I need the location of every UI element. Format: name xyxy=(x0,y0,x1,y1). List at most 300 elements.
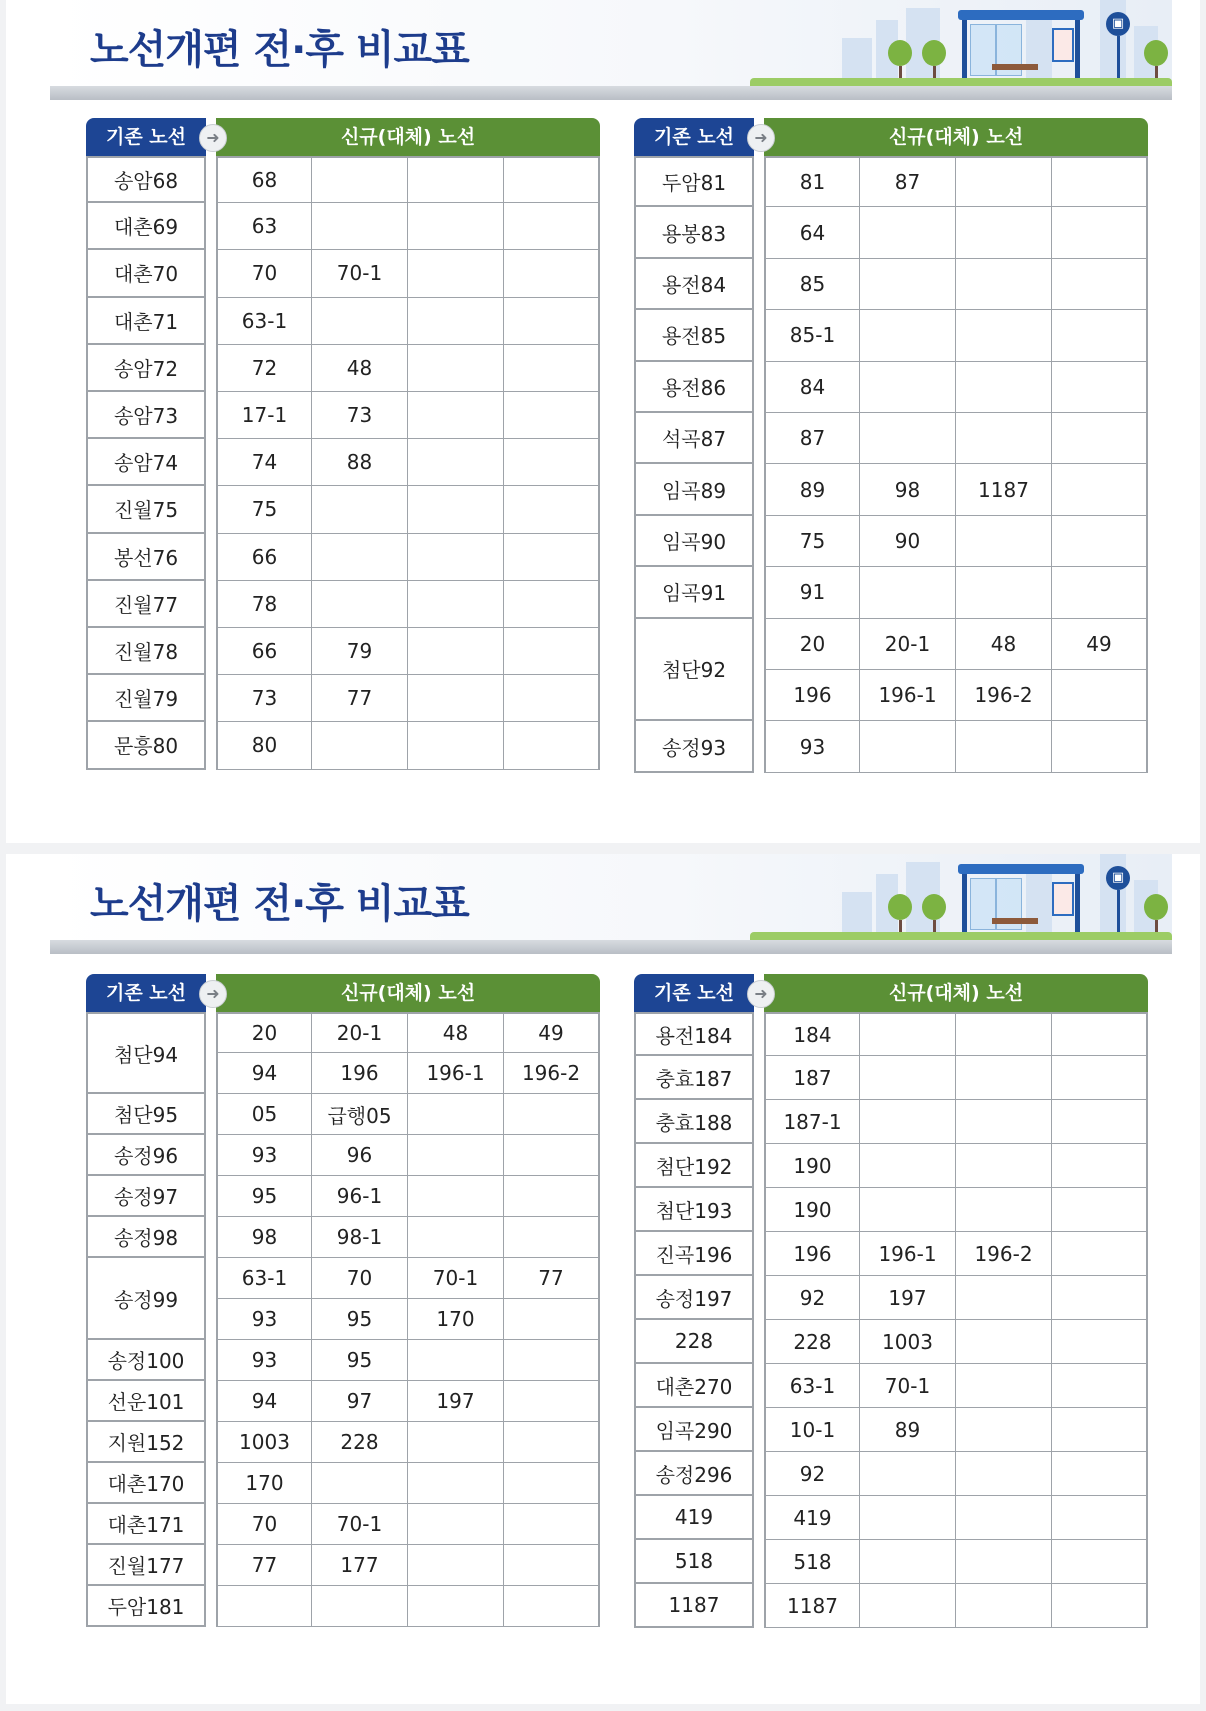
table-row xyxy=(86,675,600,722)
new-route-cell: 84 xyxy=(764,362,860,413)
new-route-line xyxy=(216,203,600,250)
new-route-cell: 88 xyxy=(312,439,408,486)
new-route-cell: 75 xyxy=(216,486,312,533)
table-row xyxy=(86,1094,600,1135)
new-route-group xyxy=(216,722,600,769)
new-route-line xyxy=(764,1188,1148,1232)
header-new-route: 신규(대체) 노선 xyxy=(764,974,1148,1012)
new-route-group xyxy=(764,1012,1148,1056)
new-route-cell: 66 xyxy=(216,628,312,675)
existing-route-cell: 송암74 xyxy=(86,439,206,486)
new-route-cell: 92 xyxy=(764,1276,860,1320)
new-route-cell xyxy=(1052,1012,1148,1056)
new-route-cell xyxy=(312,534,408,581)
new-route-group xyxy=(764,207,1148,258)
new-route-cell xyxy=(216,1586,312,1627)
new-route-cell: 85-1 xyxy=(764,310,860,361)
new-route-cell: 196-1 xyxy=(408,1053,504,1094)
new-route-cell: 196 xyxy=(312,1053,408,1094)
new-route-line xyxy=(764,1364,1148,1408)
new-route-group xyxy=(216,1504,600,1545)
new-route-cell: 518 xyxy=(764,1540,860,1584)
new-route-cell xyxy=(1052,1188,1148,1232)
new-route-cell: 1187 xyxy=(764,1584,860,1628)
new-route-group xyxy=(216,1258,600,1340)
new-route-cell xyxy=(408,486,504,533)
new-route-line xyxy=(216,1299,600,1340)
header-existing-route: 기존 노선 xyxy=(86,974,206,1012)
new-route-cell xyxy=(1052,1452,1148,1496)
table-row xyxy=(86,345,600,392)
existing-route-cell: 진곡196 xyxy=(634,1232,754,1276)
new-route-cell: 1003 xyxy=(216,1422,312,1463)
new-route-cell: 63 xyxy=(216,203,312,250)
page-title: 노선개편 전·후 비교표 xyxy=(90,27,469,73)
existing-route-cell: 송정296 xyxy=(634,1452,754,1496)
table-row xyxy=(634,1540,1148,1584)
new-route-cell: 1003 xyxy=(860,1320,956,1364)
new-route-cell: 177 xyxy=(312,1545,408,1586)
existing-route-cell: 용전86 xyxy=(634,362,754,413)
table-row xyxy=(634,516,1148,567)
tree-icon xyxy=(888,894,912,932)
new-route-group xyxy=(764,1056,1148,1100)
table-row xyxy=(634,1320,1148,1364)
new-route-cell: 196-1 xyxy=(860,670,956,721)
new-route-cell: 64 xyxy=(764,207,860,258)
title-banner xyxy=(50,0,1172,100)
new-route-cell: 81 xyxy=(764,156,860,207)
new-route-cell: 170 xyxy=(408,1299,504,1340)
tree-icon xyxy=(922,894,946,932)
new-route-line xyxy=(216,1176,600,1217)
new-route-line xyxy=(216,675,600,722)
new-route-group xyxy=(764,619,1148,722)
new-route-group xyxy=(764,1144,1148,1188)
new-route-line xyxy=(216,534,600,581)
new-route-cell: 93 xyxy=(216,1340,312,1381)
new-route-cell xyxy=(504,203,600,250)
existing-route-cell: 용봉83 xyxy=(634,207,754,258)
new-route-group xyxy=(764,721,1148,772)
table-row xyxy=(634,362,1148,413)
new-route-line xyxy=(764,207,1148,258)
new-route-cell: 190 xyxy=(764,1188,860,1232)
new-route-cell xyxy=(504,1340,600,1381)
new-route-cell xyxy=(1052,721,1148,772)
new-route-line xyxy=(764,1232,1148,1276)
new-route-line xyxy=(764,1408,1148,1452)
arrow-right-circle-icon: ➜ xyxy=(199,980,227,1008)
new-route-cell xyxy=(860,1012,956,1056)
new-route-cell xyxy=(956,310,1052,361)
table-row xyxy=(86,1012,600,1094)
new-route-cell xyxy=(1052,1056,1148,1100)
new-route-line xyxy=(764,1100,1148,1144)
new-route-line xyxy=(764,619,1148,670)
new-route-group xyxy=(216,250,600,297)
existing-route-cell: 두암181 xyxy=(86,1586,206,1627)
new-route-cell: 63-1 xyxy=(216,1258,312,1299)
new-route-cell xyxy=(408,203,504,250)
new-route-cell xyxy=(1052,1408,1148,1452)
table-row xyxy=(634,1408,1148,1452)
new-route-cell xyxy=(1052,1144,1148,1188)
bus-shelter-icon xyxy=(958,864,1084,932)
new-route-cell: 93 xyxy=(764,721,860,772)
new-route-cell: 20-1 xyxy=(860,619,956,670)
new-route-cell: 70-1 xyxy=(312,1504,408,1545)
existing-route-cell: 용전85 xyxy=(634,310,754,361)
new-route-cell: 급행05 xyxy=(312,1094,408,1135)
new-route-group xyxy=(216,581,600,628)
new-route-cell xyxy=(312,722,408,769)
existing-route-cell: 대촌71 xyxy=(86,298,206,345)
table-row xyxy=(634,1012,1148,1056)
new-route-group xyxy=(764,567,1148,618)
new-route-group xyxy=(764,516,1148,567)
new-route-cell: 187 xyxy=(764,1056,860,1100)
comparison-panel xyxy=(6,854,1200,1704)
table-row xyxy=(634,567,1148,618)
existing-route-cell: 송정96 xyxy=(86,1135,206,1176)
table-row xyxy=(634,1584,1148,1628)
new-route-cell xyxy=(956,1584,1052,1628)
new-route-cell xyxy=(312,203,408,250)
new-route-cell xyxy=(860,1540,956,1584)
new-route-line xyxy=(764,721,1148,772)
new-route-group xyxy=(216,1545,600,1586)
new-route-line xyxy=(764,464,1148,515)
new-route-cell xyxy=(860,1496,956,1540)
arrow-right-circle-icon: ➜ xyxy=(747,980,775,1008)
new-route-line xyxy=(216,1381,600,1422)
title-banner xyxy=(50,854,1172,954)
new-route-cell xyxy=(504,1586,600,1627)
new-route-line xyxy=(764,1012,1148,1056)
new-route-cell xyxy=(504,1422,600,1463)
new-route-cell: 68 xyxy=(216,156,312,203)
new-route-group xyxy=(216,392,600,439)
new-route-cell: 20 xyxy=(764,619,860,670)
existing-route-cell: 송정99 xyxy=(86,1258,206,1340)
new-route-line xyxy=(764,1584,1148,1628)
new-route-line xyxy=(216,486,600,533)
new-route-cell: 91 xyxy=(764,567,860,618)
new-route-cell xyxy=(860,310,956,361)
existing-route-cell: 첨단95 xyxy=(86,1094,206,1135)
new-route-cell xyxy=(408,534,504,581)
existing-route-cell: 518 xyxy=(634,1540,754,1584)
table-row xyxy=(86,1217,600,1258)
table-row xyxy=(634,1188,1148,1232)
new-route-group xyxy=(764,1276,1148,1320)
existing-route-cell: 충효187 xyxy=(634,1056,754,1100)
new-route-cell xyxy=(956,567,1052,618)
header-existing-route: 기존 노선 xyxy=(86,118,206,156)
new-route-cell xyxy=(504,486,600,533)
new-route-group xyxy=(216,298,600,345)
new-route-cell xyxy=(408,581,504,628)
existing-route-cell: 송정93 xyxy=(634,721,754,772)
new-route-line xyxy=(764,1144,1148,1188)
new-route-cell: 95 xyxy=(312,1299,408,1340)
new-route-cell: 49 xyxy=(504,1012,600,1053)
new-route-line xyxy=(764,259,1148,310)
new-route-cell xyxy=(956,362,1052,413)
new-route-group xyxy=(216,203,600,250)
new-route-group xyxy=(216,1094,600,1135)
new-route-cell: 17-1 xyxy=(216,392,312,439)
new-route-cell: 85 xyxy=(764,259,860,310)
new-route-cell: 48 xyxy=(956,619,1052,670)
new-route-cell: 196 xyxy=(764,670,860,721)
new-route-cell xyxy=(312,581,408,628)
arrow-right-circle-icon: ➜ xyxy=(199,124,227,152)
existing-route-cell: 임곡90 xyxy=(634,516,754,567)
table-row xyxy=(634,156,1148,207)
new-route-cell xyxy=(1052,516,1148,567)
new-route-cell xyxy=(312,298,408,345)
new-route-group xyxy=(764,156,1148,207)
new-route-cell xyxy=(408,1094,504,1135)
new-route-cell: 196-1 xyxy=(860,1232,956,1276)
bus-stop-sign-icon: ▣ xyxy=(1106,12,1130,78)
new-route-cell: 196-2 xyxy=(504,1053,600,1094)
new-route-cell xyxy=(956,1496,1052,1540)
new-route-cell: 20 xyxy=(216,1012,312,1053)
existing-route-cell: 송정98 xyxy=(86,1217,206,1258)
table-row xyxy=(86,156,600,203)
existing-route-cell: 석곡87 xyxy=(634,413,754,464)
existing-route-cell: 충효188 xyxy=(634,1100,754,1144)
new-route-line xyxy=(216,1135,600,1176)
new-route-cell xyxy=(408,675,504,722)
new-route-cell xyxy=(860,362,956,413)
new-route-group xyxy=(216,156,600,203)
new-route-cell: 74 xyxy=(216,439,312,486)
new-route-cell xyxy=(408,1135,504,1176)
new-route-line xyxy=(216,156,600,203)
new-route-cell xyxy=(408,1586,504,1627)
new-route-group xyxy=(764,413,1148,464)
new-route-cell: 87 xyxy=(860,156,956,207)
new-route-cell: 92 xyxy=(764,1452,860,1496)
table-row xyxy=(86,439,600,486)
new-route-line xyxy=(764,413,1148,464)
existing-route-cell: 진월177 xyxy=(86,1545,206,1586)
new-route-cell xyxy=(504,1504,600,1545)
new-route-cell xyxy=(504,1176,600,1217)
table-row xyxy=(634,310,1148,361)
new-route-cell xyxy=(1052,567,1148,618)
existing-route-cell: 대촌69 xyxy=(86,203,206,250)
new-route-line xyxy=(216,250,600,297)
new-route-cell xyxy=(504,722,600,769)
existing-route-cell: 첨단192 xyxy=(634,1144,754,1188)
new-route-cell: 96 xyxy=(312,1135,408,1176)
existing-route-cell: 진월75 xyxy=(86,486,206,533)
new-route-cell xyxy=(956,1364,1052,1408)
new-route-cell: 80 xyxy=(216,722,312,769)
tree-icon xyxy=(922,40,946,78)
table-row xyxy=(86,534,600,581)
new-route-cell: 70-1 xyxy=(860,1364,956,1408)
new-route-cell: 187-1 xyxy=(764,1100,860,1144)
new-route-line xyxy=(216,1422,600,1463)
existing-route-cell: 임곡89 xyxy=(634,464,754,515)
new-route-cell xyxy=(408,156,504,203)
new-route-line xyxy=(216,1012,600,1053)
new-route-group xyxy=(764,1232,1148,1276)
tree-icon xyxy=(888,40,912,78)
new-route-line xyxy=(216,392,600,439)
new-route-cell xyxy=(408,1217,504,1258)
new-route-group xyxy=(764,362,1148,413)
new-route-cell xyxy=(1052,362,1148,413)
new-route-cell xyxy=(1052,1364,1148,1408)
new-route-cell xyxy=(1052,1320,1148,1364)
new-route-line xyxy=(764,1496,1148,1540)
existing-route-cell: 1187 xyxy=(634,1584,754,1628)
existing-route-cell: 진월77 xyxy=(86,581,206,628)
existing-route-cell: 대촌170 xyxy=(86,1463,206,1504)
header-new-route: 신규(대체) 노선 xyxy=(216,118,600,156)
new-route-cell: 98 xyxy=(216,1217,312,1258)
new-route-cell: 75 xyxy=(764,516,860,567)
new-route-cell xyxy=(956,207,1052,258)
new-route-cell: 70-1 xyxy=(312,250,408,297)
new-route-cell: 90 xyxy=(860,516,956,567)
header-existing-route: 기존 노선 xyxy=(634,974,754,1012)
new-route-line xyxy=(216,1545,600,1586)
new-route-cell: 94 xyxy=(216,1053,312,1094)
table-row xyxy=(86,1340,600,1381)
existing-route-cell: 첨단94 xyxy=(86,1012,206,1094)
table-row xyxy=(86,1422,600,1463)
new-route-cell xyxy=(1052,670,1148,721)
new-route-cell xyxy=(1052,413,1148,464)
existing-route-cell: 지원152 xyxy=(86,1422,206,1463)
existing-route-cell: 임곡290 xyxy=(634,1408,754,1452)
new-route-cell xyxy=(504,1545,600,1586)
table-row xyxy=(634,1276,1148,1320)
new-route-cell: 95 xyxy=(216,1176,312,1217)
existing-route-cell: 문흥80 xyxy=(86,722,206,769)
new-route-group xyxy=(216,1463,600,1504)
new-route-cell xyxy=(408,1340,504,1381)
new-route-line xyxy=(764,516,1148,567)
new-route-group xyxy=(764,1408,1148,1452)
existing-route-cell: 228 xyxy=(634,1320,754,1364)
comparison-panel xyxy=(6,0,1200,843)
new-route-cell: 196 xyxy=(764,1232,860,1276)
new-route-group xyxy=(216,1135,600,1176)
new-route-cell: 79 xyxy=(312,628,408,675)
new-route-cell: 05 xyxy=(216,1094,312,1135)
new-route-cell xyxy=(956,1056,1052,1100)
new-route-cell: 93 xyxy=(216,1299,312,1340)
new-route-cell: 78 xyxy=(216,581,312,628)
new-route-cell xyxy=(860,207,956,258)
table-row xyxy=(86,1135,600,1176)
table-row xyxy=(86,722,600,769)
existing-route-cell: 송정100 xyxy=(86,1340,206,1381)
existing-route-cell: 선운101 xyxy=(86,1381,206,1422)
new-route-cell xyxy=(956,1100,1052,1144)
new-route-cell: 66 xyxy=(216,534,312,581)
new-route-group xyxy=(216,1340,600,1381)
new-route-cell: 49 xyxy=(1052,619,1148,670)
new-route-cell xyxy=(860,413,956,464)
new-route-cell xyxy=(504,1463,600,1504)
new-route-line xyxy=(216,581,600,628)
new-route-cell: 89 xyxy=(764,464,860,515)
new-route-cell xyxy=(1052,1540,1148,1584)
new-route-cell xyxy=(504,534,600,581)
new-route-cell xyxy=(408,439,504,486)
new-route-cell: 97 xyxy=(312,1381,408,1422)
header-existing-route: 기존 노선 xyxy=(634,118,754,156)
new-route-cell xyxy=(312,1586,408,1627)
new-route-group xyxy=(216,534,600,581)
new-route-line xyxy=(216,439,600,486)
existing-route-cell: 419 xyxy=(634,1496,754,1540)
new-route-cell xyxy=(408,1422,504,1463)
table-row xyxy=(86,203,600,250)
new-route-line xyxy=(216,1463,600,1504)
new-route-line xyxy=(216,1504,600,1545)
new-route-cell xyxy=(408,1176,504,1217)
new-route-group xyxy=(764,1584,1148,1628)
new-route-cell xyxy=(408,628,504,675)
header-new-route: 신규(대체) 노선 xyxy=(216,974,600,1012)
existing-route-cell: 송암68 xyxy=(86,156,206,203)
table-row xyxy=(634,1100,1148,1144)
new-route-group xyxy=(216,1586,600,1627)
existing-route-cell: 첨단92 xyxy=(634,619,754,722)
new-route-cell xyxy=(1052,259,1148,310)
table-row xyxy=(634,413,1148,464)
existing-route-cell: 송정97 xyxy=(86,1176,206,1217)
new-route-cell xyxy=(956,1188,1052,1232)
new-route-cell xyxy=(504,1217,600,1258)
new-route-line xyxy=(764,670,1148,721)
table-row xyxy=(634,1232,1148,1276)
new-route-cell: 1187 xyxy=(956,464,1052,515)
new-route-group xyxy=(216,675,600,722)
new-route-group xyxy=(764,1452,1148,1496)
new-route-cell: 20-1 xyxy=(312,1012,408,1053)
table-row xyxy=(634,1496,1148,1540)
existing-route-cell: 대촌270 xyxy=(634,1364,754,1408)
new-route-group xyxy=(216,439,600,486)
new-route-cell: 197 xyxy=(860,1276,956,1320)
new-route-cell xyxy=(1052,310,1148,361)
new-route-group xyxy=(764,259,1148,310)
new-route-cell: 63-1 xyxy=(216,298,312,345)
new-route-line xyxy=(764,1452,1148,1496)
table-row xyxy=(634,464,1148,515)
new-route-cell xyxy=(1052,1100,1148,1144)
new-route-group xyxy=(764,1100,1148,1144)
new-route-cell xyxy=(956,1144,1052,1188)
table-row xyxy=(634,721,1148,772)
new-route-cell: 48 xyxy=(408,1012,504,1053)
new-route-cell xyxy=(956,1276,1052,1320)
new-route-cell: 73 xyxy=(312,392,408,439)
new-route-cell: 70 xyxy=(312,1258,408,1299)
